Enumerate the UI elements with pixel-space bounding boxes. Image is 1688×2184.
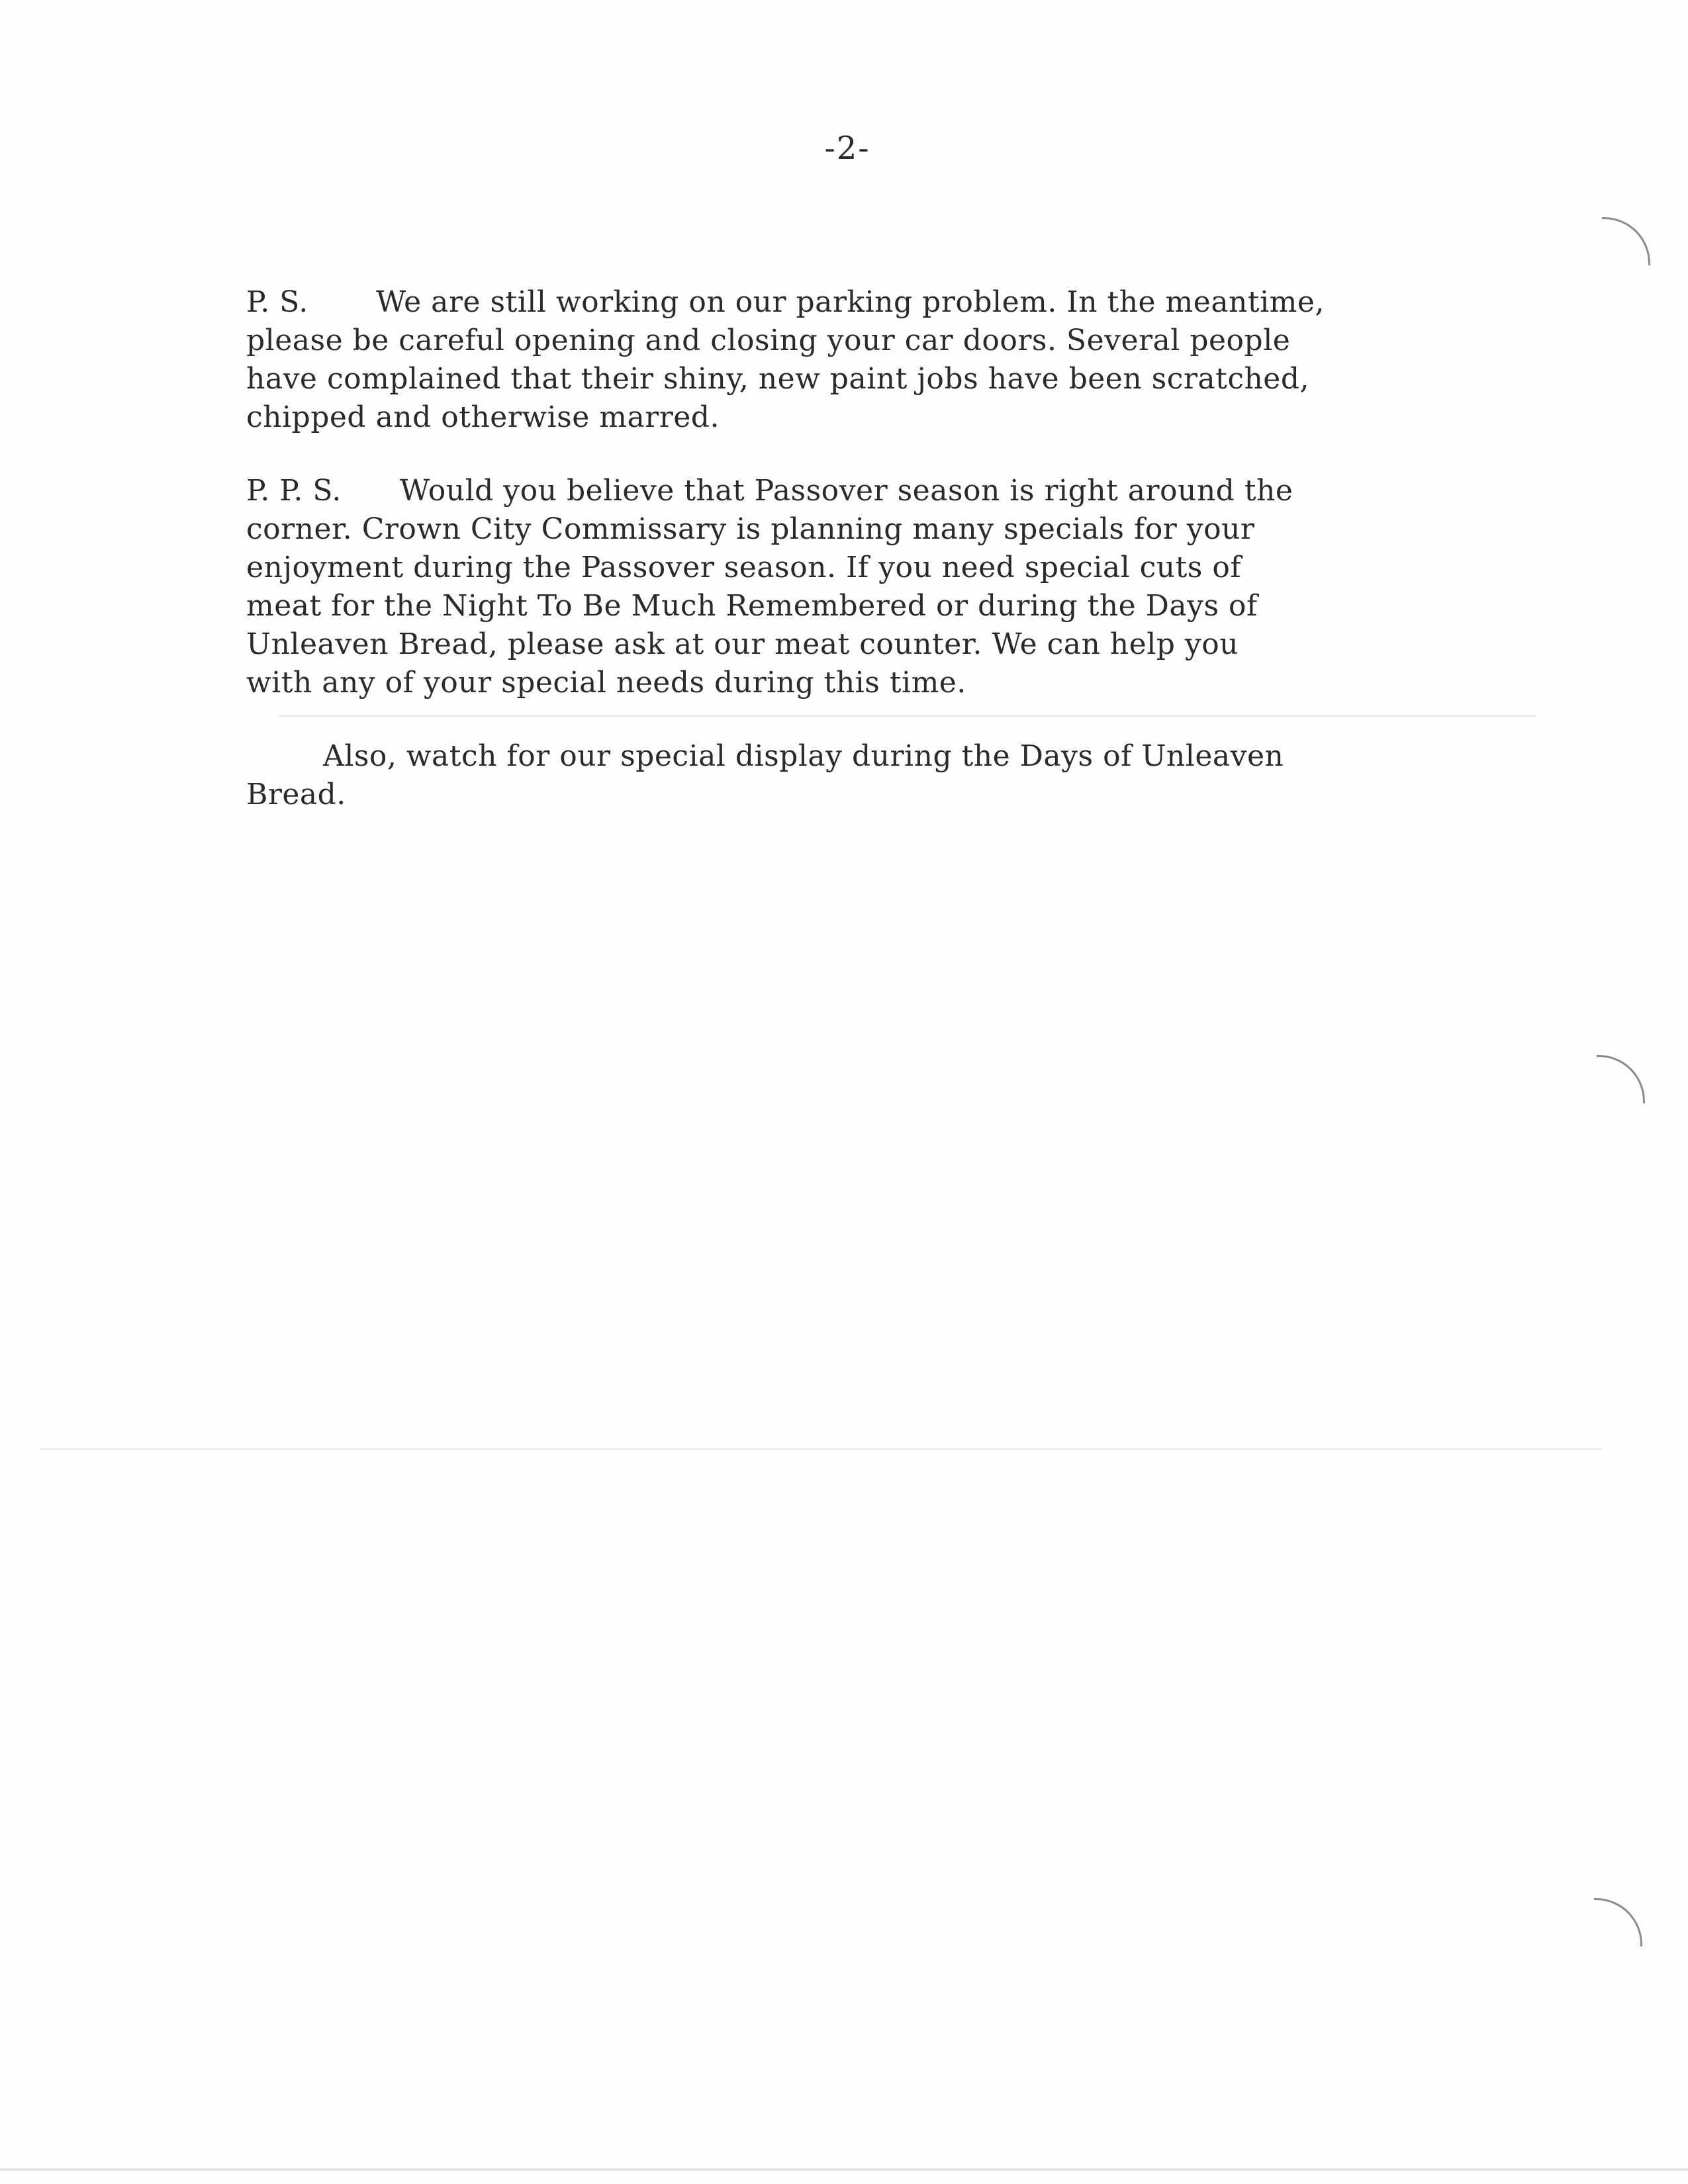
text-line: meat for the Night To Be Much Remembered or during the Days of	[246, 589, 1258, 623]
postscript-label: P. S.	[246, 285, 308, 319]
text-line: Also, watch for our special display during the Days of Unleaven	[323, 739, 1284, 773]
text-line: please be careful opening and closing your car doors. Several people	[246, 324, 1291, 357]
punch-hole-mark	[1602, 217, 1650, 265]
text-line	[246, 283, 1451, 322]
text-line: with any of your special needs during this time.	[246, 666, 966, 700]
text-line-content: We are still working on our parking problem. In the meantime,	[376, 285, 1325, 319]
text-line: enjoyment during the Passover season. If you need special cuts of	[246, 551, 1242, 584]
text-line: chipped and otherwise marred.	[246, 400, 720, 434]
letter-body	[246, 283, 1451, 849]
text-line: Bread.	[246, 778, 346, 811]
punch-hole-mark	[1594, 1898, 1642, 1946]
bleed-through-line	[278, 715, 1536, 717]
punch-hole-mark	[1597, 1055, 1645, 1103]
text-line: corner. Crown City Commissary is planning many specials for your	[246, 512, 1255, 546]
text-line: Unleaven Bread, please ask at our meat counter. We can help you	[246, 627, 1239, 661]
bleed-through-line	[40, 1448, 1602, 1450]
text-line-content: Would you believe that Passover season is right around the	[400, 474, 1293, 508]
post-postscript-paragraph	[246, 472, 1451, 702]
text-line	[246, 472, 1451, 510]
text-line: have complained that their shiny, new paint jobs have been scratched,	[246, 362, 1309, 396]
closing-paragraph	[246, 737, 1451, 814]
page-bottom-edge	[0, 2168, 1688, 2171]
page-number: -2-	[824, 130, 870, 167]
postscript-label: P. P. S.	[246, 474, 342, 508]
postscript-paragraph	[246, 283, 1451, 437]
